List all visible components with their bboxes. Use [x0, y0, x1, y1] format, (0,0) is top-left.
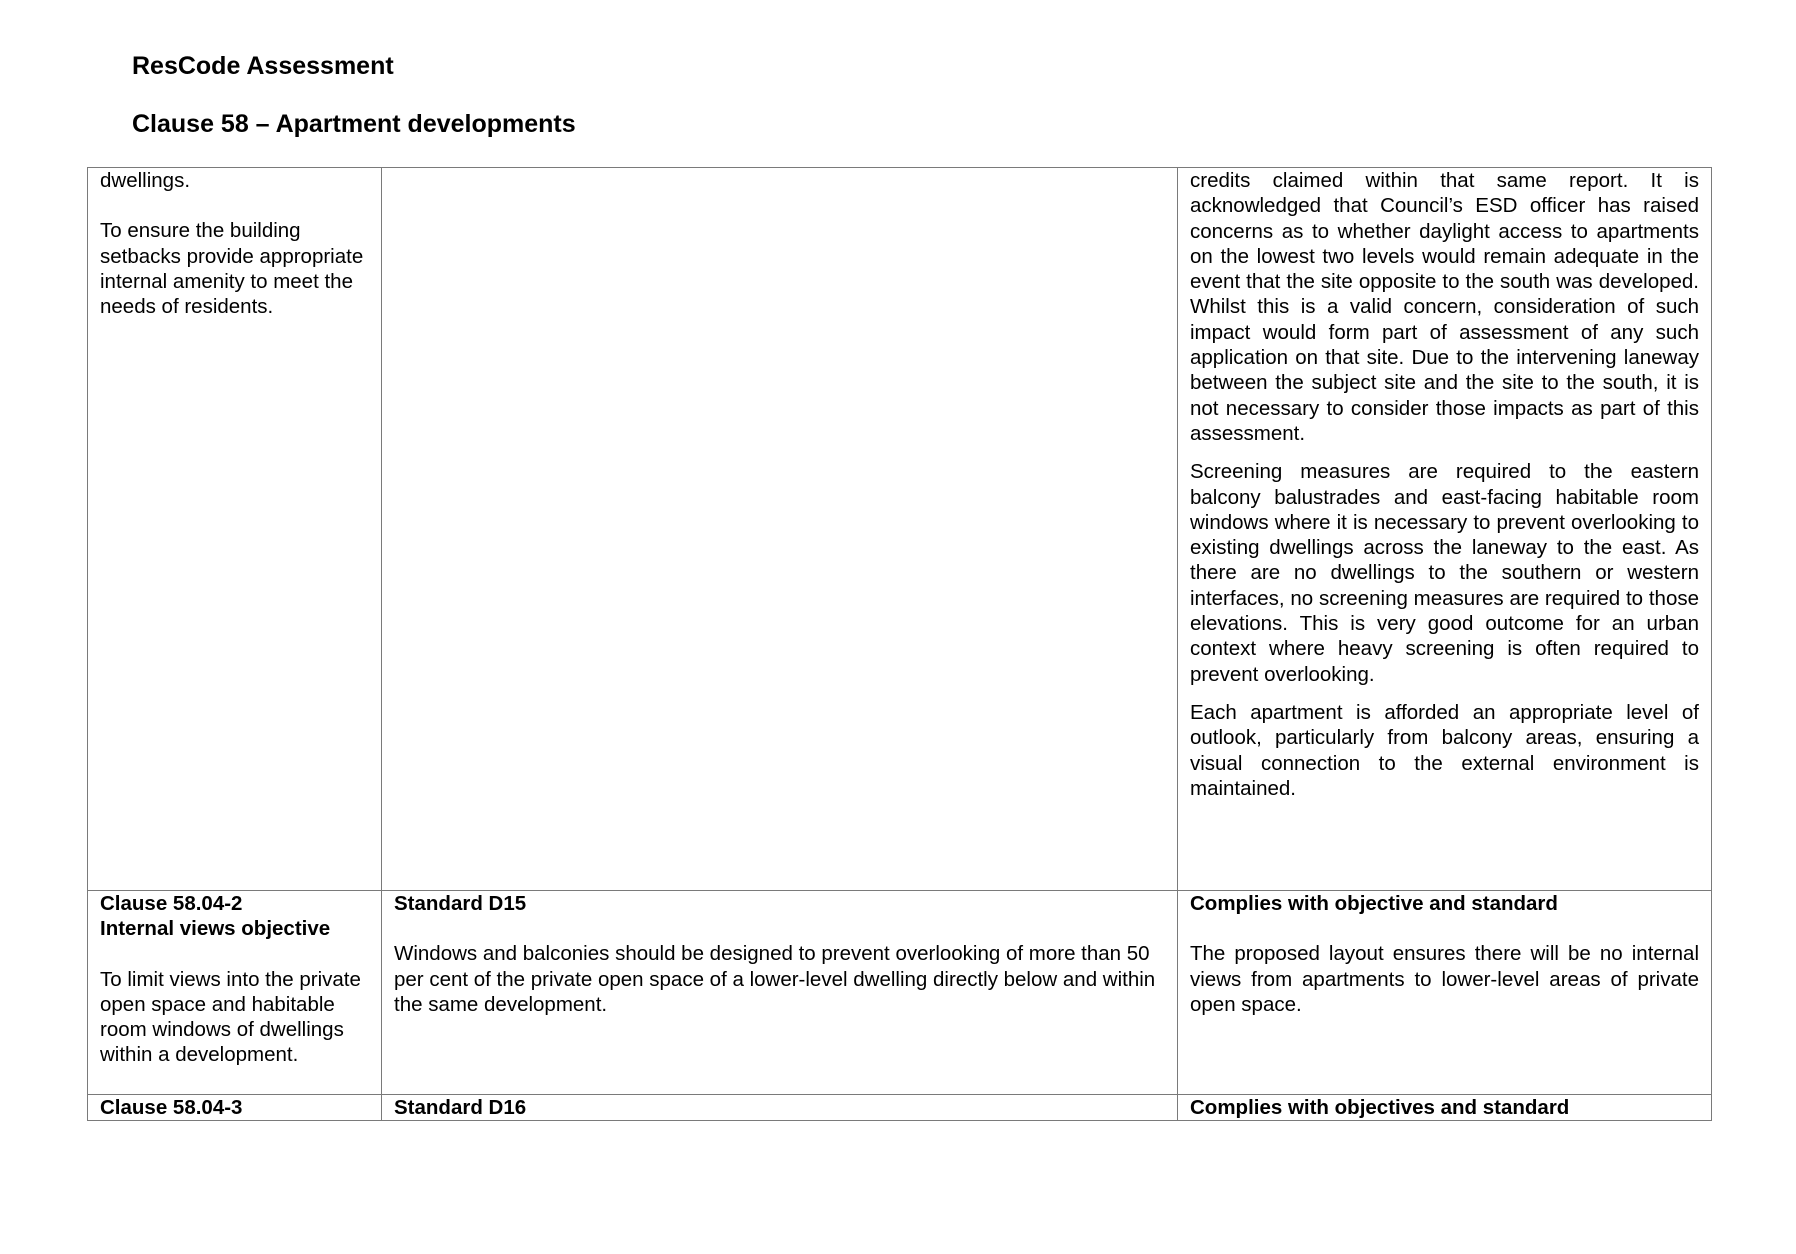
assessment-paragraph: Each apartment is afforded an appropriate level of outlook, particularly from balcony areas, ensuring a visual connection to the external environment is maintained. [1190, 700, 1699, 800]
assessment-heading: Complies with objective and standard [1190, 892, 1558, 915]
document-title: ResCode Assessment [132, 52, 394, 80]
objective-text: To limit views into the private open space and habitable room windows of dwellings within a development. [100, 967, 361, 1067]
assessment-paragraph: The proposed layout ensures there will be no internal views from apartments to lower-level areas of private open space. [1190, 942, 1699, 1016]
assessment-paragraph: credits claimed within that same report. It is acknowledged that Council’s ESD officer has raised concerns as to whether daylight access to apartments on the lowest two levels would remain adequate in the event that the site opposite to the south was developed. Whilst this is a valid concern, consideration of such impact would form part of assessment of any such application on that site. Due to the intervening laneway between the subject site and the site to the south, it is not necessary to consider those impacts as part of this assessment. [1190, 169, 1699, 445]
assessment-cell [1178, 1095, 1712, 1121]
table-row [88, 891, 1712, 1095]
objective-heading: Internal views objective [100, 917, 331, 941]
clause-number: Clause 58.04-2 [100, 892, 243, 915]
standard-cell [382, 891, 1178, 1095]
standard-cell [382, 168, 1178, 891]
standard-text: Windows and balconies should be designed to prevent overlooking of more than 50 per cent of the private open space of a lower-level dwelling directly below and within the same development. [394, 942, 1156, 1016]
standard-heading: Standard D16 [394, 1096, 527, 1119]
objective-cell [88, 891, 382, 1095]
assessment-cell [1178, 168, 1712, 891]
standard-cell [382, 1095, 1178, 1121]
table-row [88, 168, 1712, 891]
assessment-heading: Complies with objectives and standard [1190, 1096, 1570, 1119]
clause-number: Clause 58.04-3 [100, 1096, 243, 1119]
assessment-table [87, 167, 1712, 1121]
assessment-cell [1178, 891, 1712, 1095]
assessment-paragraph: Screening measures are required to the eastern balcony balustrades and east-facing habitable room windows where it is necessary to prevent overlooking to existing dwellings across the laneway to the east. As there are no dwellings to the southern or western interfaces, no screening measures are required to those elevations. This is very good outcome for an urban context where heavy screening is often required to prevent overlooking. [1190, 460, 1699, 686]
document-subtitle: Clause 58 – Apartment developments [132, 110, 576, 138]
table-row [88, 1095, 1712, 1121]
objective-cell [88, 168, 382, 891]
objective-cell [88, 1095, 382, 1121]
standard-heading: Standard D15 [394, 892, 527, 915]
objective-text: dwellings. [100, 169, 191, 192]
objective-text: To ensure the building setbacks provide appropriate internal amenity to meet the needs of residents. [100, 219, 364, 319]
